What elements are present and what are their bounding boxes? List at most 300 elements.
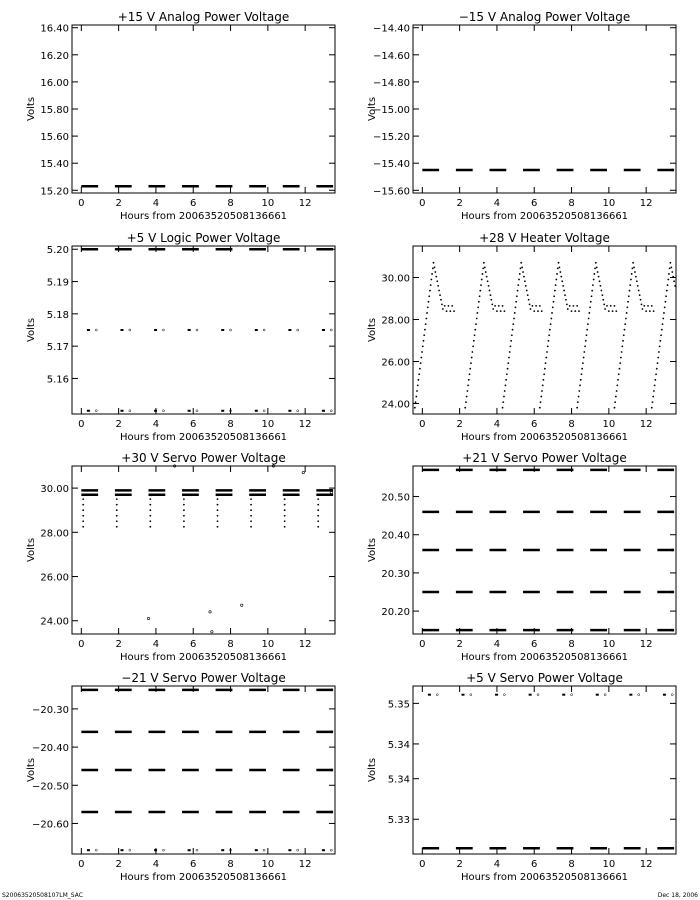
- y-tick-label: 28.00: [381, 315, 410, 327]
- data-point: [472, 351, 474, 353]
- y-tick-label: 5.33: [387, 815, 410, 827]
- data-point: [663, 694, 666, 696]
- data-point: [513, 318, 515, 320]
- data-point: [330, 769, 332, 772]
- data-point: [149, 509, 151, 511]
- data-point: [621, 345, 623, 347]
- data-point: [596, 694, 599, 696]
- data-point: [671, 469, 673, 472]
- data-point: [467, 385, 469, 387]
- data-point: [149, 498, 151, 500]
- data-point: [116, 520, 118, 522]
- data-point: [162, 329, 164, 331]
- data-point: [317, 498, 319, 500]
- data-point: [95, 849, 97, 851]
- x-tick-label: 4: [493, 859, 501, 870]
- y-tick-label: 20.50: [381, 492, 410, 504]
- data-point: [82, 509, 84, 511]
- x-tick-label: 4: [152, 419, 160, 430]
- data-point: [485, 271, 487, 273]
- data-point: [550, 318, 552, 320]
- data-point: [631, 273, 633, 275]
- data-point: [436, 694, 438, 696]
- data-point: [671, 549, 673, 552]
- data-point: [635, 276, 637, 278]
- data-point: [425, 318, 427, 320]
- data-point: [620, 357, 622, 359]
- data-point: [116, 515, 118, 517]
- x-tick-label: 0: [78, 198, 85, 209]
- data-point: [552, 306, 554, 308]
- data-point: [619, 362, 621, 364]
- data-point: [508, 357, 510, 359]
- data-point: [505, 385, 507, 387]
- data-point: [428, 301, 430, 303]
- data-point: [659, 340, 661, 342]
- data-point: [629, 694, 632, 696]
- x-tick-label: 2: [456, 639, 463, 650]
- data-point: [330, 491, 332, 493]
- data-point: [297, 410, 299, 412]
- data-point: [559, 271, 561, 273]
- data-point: [663, 312, 665, 314]
- x-tick-label: 10: [602, 419, 616, 430]
- data-point: [506, 373, 508, 375]
- data-point: [444, 305, 446, 307]
- x-tick-label: 12: [298, 859, 312, 870]
- data-point: [671, 694, 673, 696]
- y-tick-label: −14.60: [372, 50, 410, 62]
- x-tick-label: 12: [639, 419, 653, 430]
- data-point: [255, 410, 258, 412]
- data-point: [565, 299, 567, 301]
- chart-4: [413, 246, 676, 414]
- data-point: [478, 301, 480, 303]
- data-point: [601, 294, 603, 296]
- data-point: [495, 694, 498, 696]
- data-point: [589, 306, 591, 308]
- data-point: [616, 385, 618, 387]
- plot-frame: [413, 686, 676, 854]
- data-point: [425, 323, 427, 325]
- data-point: [654, 379, 656, 381]
- data-point: [537, 694, 539, 696]
- y-axis-label: Volts: [367, 317, 378, 343]
- data-point: [604, 308, 606, 310]
- data-point: [162, 410, 164, 412]
- data-point: [549, 329, 551, 331]
- data-point: [591, 290, 593, 292]
- y-tick-label: −15.60: [372, 186, 410, 198]
- data-point: [626, 306, 628, 308]
- y-tick-label: −15.20: [372, 132, 410, 144]
- data-point: [284, 520, 286, 522]
- data-point: [129, 329, 131, 331]
- plot-frame: [413, 246, 676, 414]
- data-point: [553, 295, 555, 297]
- data-point: [120, 410, 123, 412]
- footer-date-label: Dec 18, 2006: [657, 892, 698, 899]
- x-axis-label: Hours from 20063520508136661: [460, 211, 629, 222]
- y-axis-label: Volts: [367, 96, 378, 122]
- data-point: [284, 504, 286, 506]
- y-tick-label: 30.00: [40, 484, 69, 496]
- data-point: [183, 520, 185, 522]
- data-point: [541, 310, 543, 312]
- data-point: [469, 373, 471, 375]
- data-point: [87, 329, 90, 331]
- x-tick-label: 2: [456, 419, 463, 430]
- data-point: [330, 849, 332, 851]
- data-point: [619, 368, 621, 370]
- data-point: [515, 306, 517, 308]
- data-point: [600, 285, 602, 287]
- x-tick-label: 4: [152, 639, 160, 650]
- data-point: [658, 351, 660, 353]
- data-point: [284, 509, 286, 511]
- data-point: [585, 340, 587, 342]
- x-tick-label: 6: [531, 198, 538, 209]
- data-point: [541, 390, 543, 392]
- data-point: [561, 280, 563, 282]
- data-point: [540, 401, 542, 403]
- data-point: [651, 305, 653, 307]
- y-tick-label: −20.30: [31, 704, 69, 716]
- data-point: [209, 611, 211, 613]
- data-point: [559, 267, 561, 269]
- data-point: [649, 310, 651, 312]
- data-point: [652, 396, 654, 398]
- data-point: [615, 310, 617, 312]
- data-point: [149, 520, 151, 522]
- data-point: [500, 310, 502, 312]
- data-point: [608, 310, 610, 312]
- x-tick-label: 8: [227, 198, 234, 209]
- data-point: [241, 604, 243, 606]
- data-point: [562, 285, 564, 287]
- data-point: [566, 303, 568, 305]
- data-point: [511, 334, 513, 336]
- data-point: [221, 410, 224, 412]
- data-point: [653, 310, 655, 312]
- data-point: [556, 273, 558, 275]
- y-tick-label: −15.00: [372, 105, 410, 116]
- data-point: [297, 329, 299, 331]
- y-axis-label: Volts: [26, 757, 37, 783]
- data-point: [429, 290, 431, 292]
- data-point: [545, 357, 547, 359]
- data-point: [583, 351, 585, 353]
- x-tick-label: 2: [456, 198, 463, 209]
- y-tick-label: 16.00: [40, 77, 69, 89]
- chart-title: +15 V Analog Power Voltage: [117, 10, 290, 24]
- data-point: [442, 308, 444, 310]
- data-point: [82, 515, 84, 517]
- data-point: [591, 295, 593, 297]
- y-tick-label: 24.00: [381, 399, 410, 411]
- data-point: [528, 299, 530, 301]
- data-point: [471, 357, 473, 359]
- data-point: [604, 694, 606, 696]
- x-tick-label: 12: [639, 859, 653, 870]
- data-point: [596, 267, 598, 269]
- data-point: [217, 504, 219, 506]
- data-point: [317, 515, 319, 517]
- data-point: [149, 504, 151, 506]
- x-tick-label: 6: [531, 859, 538, 870]
- data-point: [487, 280, 489, 282]
- data-point: [636, 280, 638, 282]
- x-axis-label: Hours from 20063520508136661: [119, 432, 288, 443]
- y-tick-label: −20.60: [31, 819, 69, 831]
- data-point: [484, 267, 486, 269]
- data-point: [217, 509, 219, 511]
- data-point: [621, 351, 623, 353]
- x-tick-label: 0: [78, 419, 85, 430]
- y-tick-label: 15.80: [40, 105, 69, 116]
- data-point: [230, 329, 232, 331]
- data-point: [529, 694, 532, 696]
- data-point: [263, 329, 265, 331]
- data-point: [569, 305, 571, 307]
- y-tick-label: 15.20: [40, 186, 69, 198]
- data-point: [423, 334, 425, 336]
- data-point: [593, 273, 595, 275]
- data-point: [116, 498, 118, 500]
- data-point: [519, 273, 521, 275]
- data-point: [188, 849, 191, 851]
- y-tick-label: 28.00: [40, 528, 69, 540]
- data-point: [95, 329, 97, 331]
- x-tick-label: 4: [152, 859, 160, 870]
- data-point: [642, 308, 644, 310]
- data-point: [523, 276, 525, 278]
- data-point: [435, 276, 437, 278]
- data-point: [446, 310, 448, 312]
- data-point: [618, 373, 620, 375]
- data-point: [430, 279, 432, 281]
- data-point: [579, 385, 581, 387]
- data-point: [438, 290, 440, 292]
- data-point: [651, 407, 653, 409]
- y-tick-label: 5.34: [387, 774, 410, 786]
- data-point: [503, 310, 505, 312]
- data-point: [464, 407, 466, 409]
- x-axis-label: Hours from 20063520508136661: [460, 652, 629, 663]
- data-point: [129, 410, 131, 412]
- data-point: [427, 306, 429, 308]
- data-point: [509, 351, 511, 353]
- data-point: [480, 284, 482, 286]
- data-point: [479, 290, 481, 292]
- x-tick-label: 6: [190, 859, 197, 870]
- data-point: [502, 407, 504, 409]
- chart-title: +5 V Servo Power Voltage: [466, 671, 623, 685]
- data-point: [514, 312, 516, 314]
- data-point: [580, 379, 582, 381]
- chart-2: [413, 25, 676, 193]
- data-point: [543, 373, 545, 375]
- y-tick-label: 5.34: [387, 739, 410, 751]
- x-tick-label: 6: [190, 639, 197, 650]
- data-point: [548, 340, 550, 342]
- data-point: [149, 515, 151, 517]
- data-point: [451, 305, 453, 307]
- data-point: [423, 340, 425, 342]
- x-tick-label: 12: [639, 639, 653, 650]
- data-point: [664, 306, 666, 308]
- data-point: [288, 410, 291, 412]
- data-point: [627, 301, 629, 303]
- x-tick-label: 10: [261, 859, 275, 870]
- data-point: [196, 410, 198, 412]
- chart-title: −21 V Servo Power Voltage: [121, 671, 286, 685]
- y-axis-label: Volts: [26, 317, 37, 343]
- data-point: [183, 515, 185, 517]
- data-point: [573, 305, 575, 307]
- data-point: [673, 280, 675, 282]
- data-point: [504, 390, 506, 392]
- data-point: [505, 379, 507, 381]
- data-point: [578, 390, 580, 392]
- data-point: [263, 410, 265, 412]
- data-point: [183, 526, 185, 528]
- data-point: [612, 310, 614, 312]
- data-point: [662, 318, 664, 320]
- x-tick-label: 0: [419, 198, 426, 209]
- data-point: [221, 849, 224, 851]
- data-point: [263, 849, 265, 851]
- data-point: [512, 323, 514, 325]
- data-point: [510, 345, 512, 347]
- data-point: [434, 271, 436, 273]
- x-tick-label: 6: [531, 639, 538, 650]
- data-point: [667, 279, 669, 281]
- data-point: [617, 379, 619, 381]
- data-point: [594, 267, 596, 269]
- data-point: [535, 305, 537, 307]
- data-point: [598, 276, 600, 278]
- data-point: [510, 340, 512, 342]
- data-point: [537, 310, 539, 312]
- data-point: [669, 267, 671, 269]
- data-point: [469, 368, 471, 370]
- data-point: [520, 262, 522, 264]
- x-tick-label: 8: [227, 639, 234, 650]
- data-point: [583, 357, 585, 359]
- data-point: [440, 299, 442, 301]
- data-point: [660, 334, 662, 336]
- y-axis-label: Volts: [367, 537, 378, 563]
- data-point: [483, 262, 485, 264]
- y-tick-label: 20.30: [381, 568, 410, 580]
- data-point: [518, 279, 520, 281]
- data-point: [593, 279, 595, 281]
- y-tick-label: 5.20: [46, 245, 69, 257]
- data-point: [540, 396, 542, 398]
- data-point: [437, 285, 439, 287]
- data-point: [662, 323, 664, 325]
- y-tick-label: −15.40: [372, 159, 410, 171]
- data-point: [330, 731, 332, 734]
- data-point: [531, 305, 533, 307]
- data-point: [250, 526, 252, 528]
- data-point: [553, 301, 555, 303]
- data-point: [525, 285, 527, 287]
- data-point: [116, 509, 118, 511]
- data-point: [671, 511, 673, 514]
- data-point: [517, 284, 519, 286]
- data-point: [521, 267, 523, 269]
- data-point: [470, 362, 472, 364]
- data-point: [639, 294, 641, 296]
- data-point: [473, 340, 475, 342]
- data-point: [428, 694, 431, 696]
- data-point: [95, 410, 97, 412]
- x-tick-label: 12: [639, 198, 653, 209]
- data-point: [638, 694, 640, 696]
- data-point: [449, 310, 451, 312]
- data-point: [284, 515, 286, 517]
- plot-frame: [72, 246, 335, 414]
- chart-title: +5 V Logic Power Voltage: [126, 231, 281, 245]
- data-point: [657, 357, 659, 359]
- x-tick-label: 4: [493, 419, 501, 430]
- data-point: [545, 362, 547, 364]
- data-point: [599, 280, 601, 282]
- data-point: [415, 396, 417, 398]
- data-point: [507, 362, 509, 364]
- data-point: [433, 262, 435, 264]
- x-tick-label: 8: [227, 859, 234, 870]
- data-point: [431, 273, 433, 275]
- data-point: [557, 267, 559, 269]
- data-point: [154, 849, 157, 851]
- x-tick-label: 10: [261, 639, 275, 650]
- x-tick-label: 6: [531, 419, 538, 430]
- chart-7: [72, 686, 335, 854]
- x-tick-label: 6: [190, 198, 197, 209]
- data-point: [624, 323, 626, 325]
- data-point: [221, 329, 224, 331]
- y-axis-label: Volts: [26, 537, 37, 563]
- x-tick-label: 8: [227, 419, 234, 430]
- data-point: [116, 504, 118, 506]
- data-point: [670, 267, 672, 269]
- data-point: [530, 308, 532, 310]
- data-point: [432, 267, 434, 269]
- data-point: [322, 410, 325, 412]
- x-tick-label: 10: [261, 198, 275, 209]
- data-point: [586, 334, 588, 336]
- y-axis-label: Volts: [26, 96, 37, 122]
- data-point: [527, 294, 529, 296]
- data-point: [657, 362, 659, 364]
- data-point: [629, 284, 631, 286]
- x-tick-label: 0: [78, 639, 85, 650]
- data-point: [476, 318, 478, 320]
- data-point: [486, 276, 488, 278]
- data-point: [555, 279, 557, 281]
- data-point: [588, 312, 590, 314]
- y-tick-label: 16.40: [40, 23, 69, 35]
- data-point: [472, 345, 474, 347]
- data-point: [196, 329, 198, 331]
- data-point: [417, 385, 419, 387]
- data-point: [481, 279, 483, 281]
- data-point: [588, 318, 590, 320]
- data-point: [647, 305, 649, 307]
